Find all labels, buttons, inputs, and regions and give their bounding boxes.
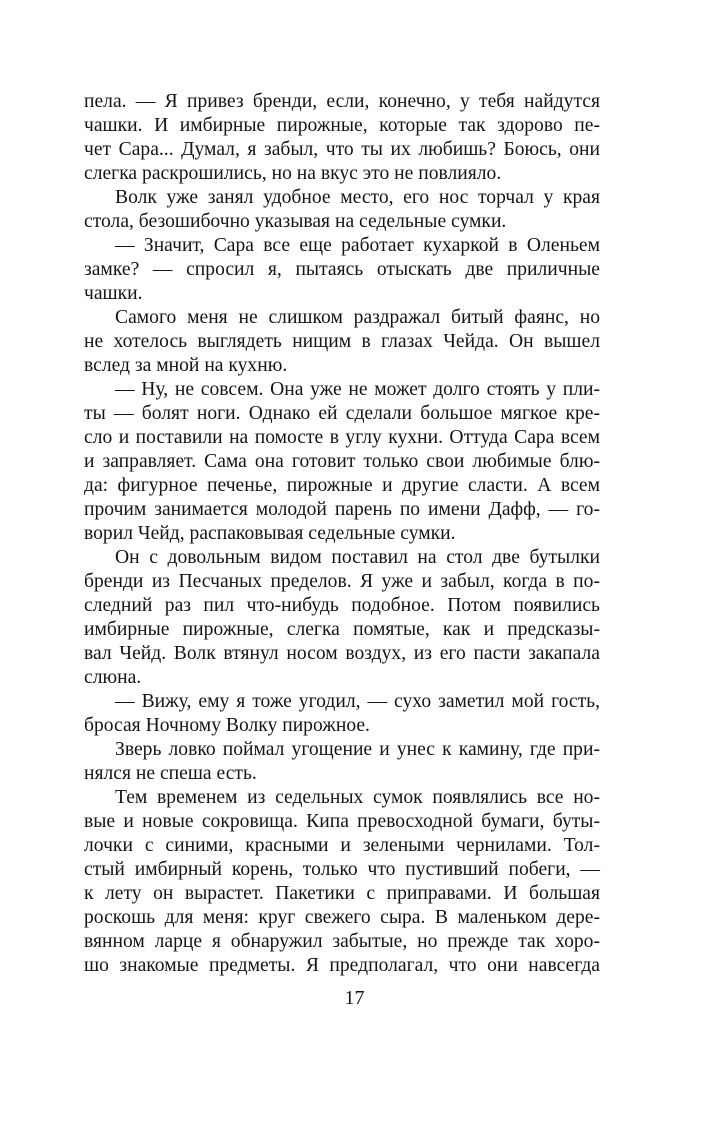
- text-line: бренди из Песчаных пределов. Я уже и забыл, когда в по-: [84, 571, 600, 592]
- text-line: ты — болят ноги. Однако ей сделали большое мягкое кре-: [84, 403, 600, 424]
- text-line: прочим занимается молодой парень по имени Дафф, — го-: [84, 499, 600, 520]
- text-line: пела. — Я привез бренди, если, конечно, у тебя найдутся: [84, 91, 600, 112]
- text-line: — Вижу, ему я тоже угодил, — сухо заметил мой гость,: [115, 691, 600, 712]
- text-line: Волк уже занял удобное место, его нос торчал у края: [115, 187, 600, 208]
- text-line: — Значит, Сара все еще работает кухаркой в Оленьем: [115, 235, 600, 256]
- text-line: шо знакомые предметы. Я предполагал, что они навсегда: [84, 955, 600, 976]
- text-line: имбирные пирожные, слегка помятые, как и предсказы-: [84, 619, 600, 640]
- text-line: Он с довольным видом поставил на стол две бутылки: [115, 547, 600, 568]
- text-line: замке? — спросил я, пытаясь отыскать две приличные: [84, 259, 600, 280]
- text-line: Зверь ловко поймал угощение и унес к камину, где при-: [115, 739, 600, 760]
- text-line: да: фигурное печенье, пирожные и другие сласти. А всем: [84, 475, 600, 496]
- text-line: вал Чейд. Волк втянул носом воздух, из его пасти закапала: [84, 643, 600, 664]
- text-line: чет Сара... Думал, я забыл, что ты их любишь? Боюсь, они: [84, 139, 600, 160]
- page-number: 17: [344, 987, 365, 1009]
- text-line: не хотелось выглядеть нищим в глазах Чейда. Он вышел: [84, 331, 600, 352]
- text-line: к лету он вырастет. Пакетики с приправами. И большая: [84, 883, 600, 904]
- text-line: стый имбирный корень, только что пустивший побеги, —: [84, 859, 600, 880]
- text-line: — Ну, не совсем. Она уже не может долго стоять у пли-: [115, 379, 600, 400]
- text-line: лочки с синими, красными и зелеными чернилами. Тол-: [84, 835, 600, 856]
- text-line: стола, безошибочно указывая на седельные сумки.: [84, 211, 507, 232]
- text-line: вые и новые сокровища. Кипа превосходной бумаги, буты-: [84, 811, 600, 832]
- text-line: нялся не спеша есть.: [84, 763, 257, 784]
- text-line: следний раз пил что-нибудь подобное. Потом появились: [84, 595, 600, 616]
- text-line: сло и поставили на помосте в углу кухни. Оттуда Сара всем: [84, 427, 600, 448]
- text-line: и заправляет. Сама она готовит только свои любимые блю-: [84, 451, 600, 472]
- text-line: вслед за мной на кухню.: [84, 355, 288, 376]
- text-line: ворил Чейд, распаковывая седельные сумки.: [84, 523, 456, 544]
- text-line: вянном ларце я обнаружил забытые, но прежде так хоро-: [84, 931, 600, 952]
- text-line: чашки. И имбирные пирожные, которые так здорово пе-: [84, 115, 600, 136]
- text-line: бросая Ночному Волку пирожное.: [84, 715, 370, 736]
- text-line: Тем временем из седельных сумок появлялись все но-: [115, 787, 600, 808]
- text-line: чашки.: [84, 283, 143, 304]
- text-line: Самого меня не слишком раздражал битый фаянс, но: [115, 307, 600, 328]
- text-line: слегка раскрошились, но на вкус это не повлияло.: [84, 163, 502, 184]
- text-line: роскошь для меня: круг свежего сыра. В маленьком дере-: [84, 907, 600, 928]
- text-line: слюна.: [84, 667, 142, 688]
